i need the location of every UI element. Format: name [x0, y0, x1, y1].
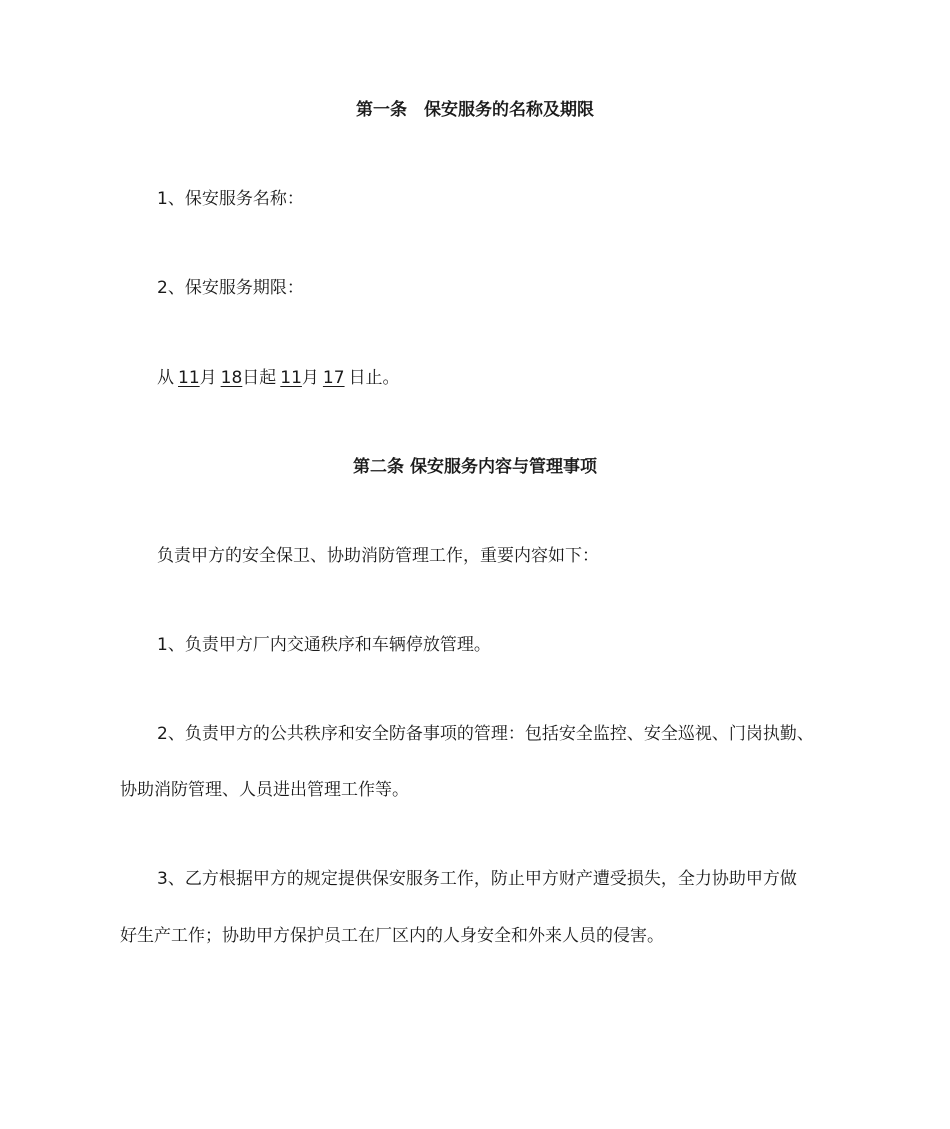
- period-month-char-1: 月: [199, 368, 217, 388]
- period-start-day: 18: [220, 368, 243, 388]
- article-2-heading: 第二条 保安服务内容与管理事项: [353, 457, 597, 477]
- period-end-day: 17: [322, 368, 345, 388]
- article-1-heading: 第一条 保安服务的名称及期限: [356, 100, 594, 120]
- article-2-item-1: 1、负责甲方厂内交通秩序和车辆停放管理。: [157, 635, 491, 655]
- service-period-line: [157, 366, 400, 390]
- article-1-item-2: 2、保安服务期限：: [157, 278, 304, 298]
- period-prefix: 从: [157, 368, 174, 388]
- period-suffix: 日止。: [348, 368, 400, 388]
- period-mid: 日起: [242, 368, 277, 388]
- article-2-item-3-line-1: 3、乙方根据甲方的规定提供保安服务工作，防止甲方财产遭受损失，全力协助甲方做: [157, 869, 797, 889]
- article-1-item-1: 1、保安服务名称：: [157, 189, 304, 209]
- period-end-month: 11: [280, 368, 302, 388]
- article-2-item-2-line-2: 协助消防管理、人员进出管理工作等。: [120, 780, 409, 800]
- period-month-char-2: 月: [301, 368, 319, 388]
- article-2-item-3-line-2: 好生产工作；协助甲方保护员工在厂区内的人身安全和外来人员的侵害。: [120, 926, 664, 946]
- period-start-month: 11: [178, 368, 200, 388]
- article-2-item-2-line-1: 2、负责甲方的公共秩序和安全防备事项的管理：包括安全监控、安全巡视、门岗执勤、: [157, 724, 814, 744]
- article-2-intro: 负责甲方的安全保卫、协助消防管理工作，重要内容如下：: [157, 546, 599, 566]
